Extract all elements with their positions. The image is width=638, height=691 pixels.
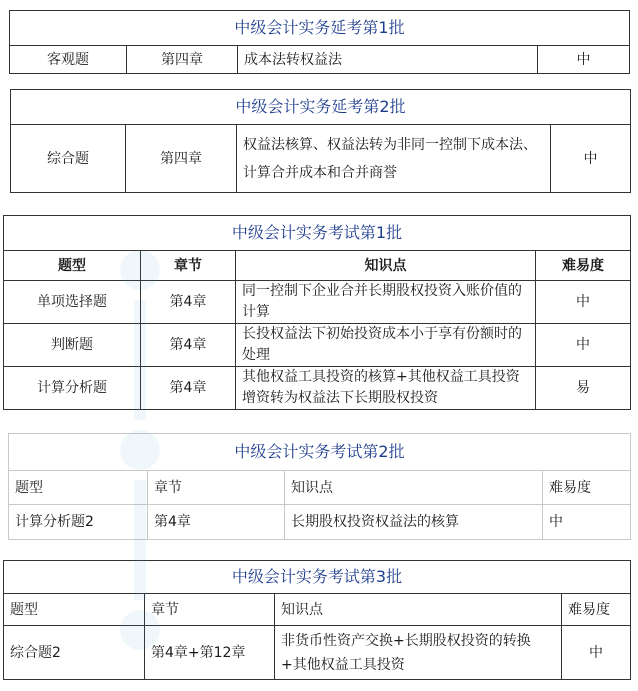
table-row: [4, 626, 631, 680]
cell-type: 综合题: [11, 125, 126, 193]
header-chapter: 章节: [145, 594, 275, 626]
table-row: [4, 367, 631, 410]
header-difficulty: 难易度: [543, 471, 631, 505]
cell-topic: 其他权益工具投资的核算+其他权益工具投资增资转为权益法下长期股权投资: [236, 367, 536, 410]
table-exam-batch-1: [3, 215, 631, 410]
cell-difficulty: 中: [551, 125, 631, 193]
table-title: 中级会计实务考试第2批: [9, 434, 631, 471]
cell-chapter: 第四章: [126, 125, 237, 193]
header-type: 题型: [9, 471, 148, 505]
table-row: [4, 324, 631, 367]
header-chapter: 章节: [148, 471, 285, 505]
cell-type: 综合题2: [4, 626, 145, 680]
header-type: 题型: [4, 594, 145, 626]
cell-chapter: 第4章: [148, 505, 285, 540]
table-title: 中级会计实务考试第1批: [4, 216, 631, 251]
cell-topic: 权益法核算、权益法转为非同一控制下成本法、计算合并成本和合并商誉: [237, 125, 551, 193]
table-row: [4, 281, 631, 324]
cell-chapter: 第4章+第12章: [145, 626, 275, 680]
cell-difficulty: 中: [536, 324, 631, 367]
header-type: 题型: [4, 251, 141, 281]
table-exam-batch-2: [8, 433, 631, 540]
header-chapter: 章节: [141, 251, 236, 281]
header-topic: 知识点: [285, 471, 543, 505]
cell-difficulty: 中: [538, 46, 630, 74]
cell-type: 计算分析题: [4, 367, 141, 410]
table-title: 中级会计实务考试第3批: [4, 561, 631, 594]
cell-topic: 同一控制下企业合并长期股权投资入账价值的计算: [236, 281, 536, 324]
table-row: [9, 505, 631, 540]
table-title: 中级会计实务延考第1批: [10, 11, 630, 46]
cell-chapter: 第4章: [141, 281, 236, 324]
cell-topic: 长期股权投资权益法的核算: [285, 505, 543, 540]
cell-chapter: 第4章: [141, 367, 236, 410]
cell-chapter: 第4章: [141, 324, 236, 367]
header-difficulty: 难易度: [562, 594, 631, 626]
cell-type: 判断题: [4, 324, 141, 367]
header-topic: 知识点: [236, 251, 536, 281]
table-title: 中级会计实务延考第2批: [11, 90, 631, 125]
cell-type: 计算分析题2: [9, 505, 148, 540]
cell-type: 客观题: [10, 46, 127, 74]
table-deferred-batch-1: [9, 10, 630, 74]
table-exam-batch-3: [3, 560, 631, 680]
cell-topic: 长投权益法下初始投资成本小于享有份额时的处理: [236, 324, 536, 367]
cell-difficulty: 中: [562, 626, 631, 680]
header-difficulty: 难易度: [536, 251, 631, 281]
cell-difficulty: 中: [536, 281, 631, 324]
cell-difficulty: 易: [536, 367, 631, 410]
table-deferred-batch-2: [10, 89, 631, 193]
cell-topic: 非货币性资产交换+长期股权投资的转换+其他权益工具投资: [275, 626, 562, 680]
cell-chapter: 第四章: [127, 46, 238, 74]
cell-type: 单项选择题: [4, 281, 141, 324]
cell-topic: 成本法转权益法: [238, 46, 538, 74]
header-topic: 知识点: [275, 594, 562, 626]
cell-difficulty: 中: [543, 505, 631, 540]
